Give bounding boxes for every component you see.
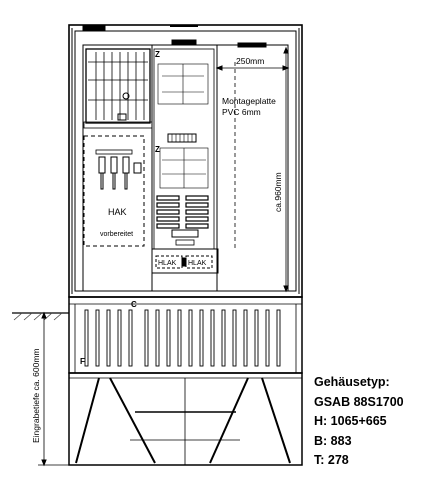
- spec-height: H: 1065+665: [314, 414, 387, 428]
- dim-960mm: ca.960mm: [273, 172, 283, 212]
- housing-spec: [314, 373, 404, 471]
- base-slots: [85, 310, 280, 366]
- hak-fuses: [96, 150, 132, 189]
- hak-box-dashed: [84, 136, 144, 246]
- spec-type: GSAB 88S1700: [314, 394, 404, 409]
- foundation-bracing: [76, 378, 290, 463]
- hlak-label-2: HLAK: [188, 260, 207, 267]
- vent-slots: [157, 196, 208, 228]
- spec-width: B: 883: [314, 433, 352, 448]
- mounting-plate: [83, 45, 288, 291]
- spec-title: Gehäusetyp:: [314, 375, 390, 389]
- dim-250mm: 250mm: [236, 56, 265, 66]
- label-z-top: Z: [155, 50, 160, 59]
- base-section: [69, 297, 302, 373]
- foundation: [69, 373, 302, 465]
- spec-depth: T: 278: [314, 453, 349, 467]
- top-handle-center: [172, 40, 196, 44]
- montageplatte-label: Montageplatte: [222, 96, 276, 106]
- hlak-label-1: HLAK: [158, 260, 177, 267]
- eingrabetiefe-label: Eingrabetiefe ca. 600mm: [31, 348, 41, 443]
- label-c: C: [131, 300, 137, 309]
- label-f: F: [80, 357, 85, 366]
- vorbereitet-label: vorbereitet: [100, 231, 134, 238]
- hak-label: HAK: [108, 207, 127, 217]
- montageplatte-material: PVC 6mm: [222, 107, 261, 117]
- label-z-mid: Z: [155, 145, 160, 154]
- top-handle-left: [83, 26, 105, 30]
- cabinet-inner: [75, 31, 296, 291]
- terminal-block-2: [172, 230, 198, 237]
